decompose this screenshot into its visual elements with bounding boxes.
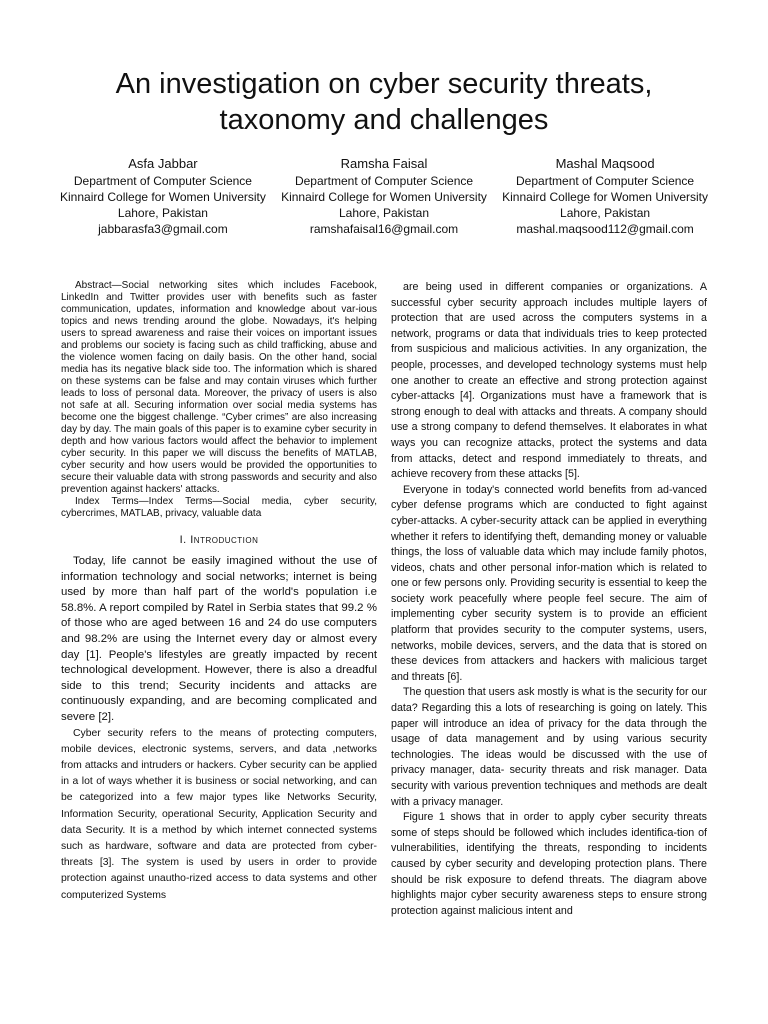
author-name: Ramsha Faisal [340,156,428,171]
author-location: Lahore, Pakistan [117,206,208,220]
author-location: Lahore, Pakistan [338,206,430,220]
author-institution: Kinnaird College for Women University [281,190,487,204]
author-email: ramshafaisal16@gmail.com [309,222,459,236]
body-paragraph: Everyone in today's connected world benefits from ad-vanced cyber defense programs which are conducted to fight against cyber-attacks. A cyber-security attack can be applied in everything whether it refers to identifying theft, demanding money or valuable things, the loss of valuable data which may include family photos, videos, chats and other personal infor-mation which is related to one or few persons only. Providing security is essential to keep the society work peacefully where people feel secure. The aim of implementing cyber security system is to provide an efficient platform that provides security to the computer systems, users, networks, mobile devices, servers, and the data that is stored on these devices from attackers and hackers with malicious target and threats [6]. [391,483,707,683]
index-terms: Index Terms—Index Terms—Social media, cyber security, cybercrimes, MATLAB, privacy, valuable data [61,496,377,519]
title-line-2: taxonomy and challenges [219,104,549,136]
section-heading-introduction: I. Introduction [179,534,259,546]
author-institution: Kinnaird College for Women University [502,190,708,204]
author-3 [502,155,708,237]
author-block [60,155,708,237]
author-location: Lahore, Pakistan [560,206,651,220]
author-name: Asfa Jabbar [128,156,198,171]
body-paragraph: Today, life cannot be easily imagined without the use of information technology and social networks; internet is being used by more than half part of the world's population i.e 58.8%. A report compiled by Ratel in Serbia states that 99.2 % of those who are aged between 16 and 24 do use computers and 98.2% are using the Internet every day or almost every day [1]. People's lifestyles are greatly impacted by recent technological development. However, there is also a dreadful side to this trend; Security incidents and attacks are continuously expanding, and are becoming complicated and severe [2]. [61,555,377,723]
body-paragraph: The question that users ask mostly is what is the security for our data? Regarding this a lots of researching is going on lately. This paper will introduce an idea of privacy for the data through the usage of data management and by using various security technologies. The ideas would be discussed with the use of privacy manager, data- security threats and risk manager. Data security with various prevention techniques and methods are dealt with a privacy manager. [391,686,707,808]
author-department: Department of Computer Science [516,174,695,188]
author-email: mashal.maqsood112@gmail.com [516,222,694,236]
author-1 [60,155,266,237]
author-institution: Kinnaird College for Women University [60,190,266,204]
abstract: Abstract—Social networking sites which includes Facebook, LinkedIn and Twitter provides user with benefits such as faster communication, updates, information and knowledge about var-ious topics and news trending around the globe. Nowadays, it's helping users to spread awareness and raise their voices on important issues and problems our society is facing such as child trafficking, abuse and the violence women facing on daily basis. On the other hand, social media has its negative black side too. The information which is shared on these systems can be false and may contain viruses which further leads to loss of personal data. Moreover, the privacy of users is also not safe at all. Securing information over social media systems has become one the biggest challenge. “Cyber crimes” are also increasing day by day. The main goals of this paper is to examine cyber security in depth and how various factors would affect the behavior to implement cyber security. In this paper we will discuss the benefits of MATLAB, cyber security and how users would be provided the opportunities to secure their valuable data with strong passwords and security and also prevention against hackers' attacks. [61,280,377,495]
body-paragraph: Cyber security refers to the means of protecting computers, mobile devices, electronic systems, servers, and data ,networks from attacks and intruders or hackers. Cyber security can be applied in a lot of ways whether it is business or social networking, and can be categorized into a few major types like Networks Security, Information Security, operational Security, Application Security and data Security. It is a method by which internet connected systems such as hardware, software and data are protected from cyber-threats [3]. The system is used by users in order to provide protection against unautho-rized access to data systems and other computerized Systems [61,727,377,901]
author-name: Mashal Maqsood [555,156,655,171]
right-column [391,280,707,919]
author-email: jabbarasfa3@gmail.com [98,222,228,236]
title-line-1: An investigation on cyber security threats, [115,68,653,100]
author-2 [281,155,487,237]
paper-title [40,66,728,138]
left-column [61,280,377,904]
body-paragraph: Figure 1 shows that in order to apply cyber security threats some of steps should be followed which includes identifica-tion of vulnerabilities, identifying the threats, responding to incidents caused by cyber security and developing protection plans. There should be risk exposure to defend threats. The diagram above highlights major cyber security awareness steps to ensure strong protection against malicious intent and [391,811,707,917]
author-department: Department of Computer Science [73,174,252,188]
body-paragraph: are being used in different companies or organizations. A successful cyber security approach includes multiple layers of protection that are used across the computers systems in a network, programs or data that individuals tries to keep protected from suspicious and malicious activities. In any organization, the people, processes, and developed technology systems must help one another to create an effective and strong protection against cyber-attacks [4]. Organizations must have a framework that is strong enough to deal with attacks and threats. A company should use a strong company to defend themselves. It elaborates in what ways you can recognize attacks, protect the systems and data from attacks, detect and respond immediately to threats, and achieve recovery from these attacks [5]. [391,281,707,481]
author-department: Department of Computer Science [294,174,474,188]
